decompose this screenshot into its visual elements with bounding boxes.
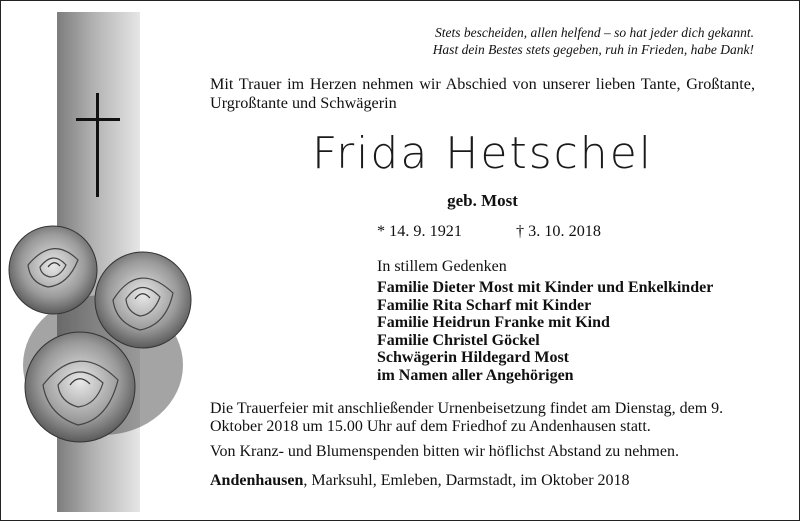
mourner-item: im Namen aller Angehörigen [377, 366, 574, 384]
death-date: † 3. 10. 2018 [515, 222, 601, 240]
location-town: Andenhausen [210, 472, 304, 489]
birth-name: geb. Most [447, 191, 518, 210]
mourner-item: Familie Heidrun Franke mit Kind [377, 314, 610, 331]
life-dates [377, 222, 637, 241]
location-line [210, 472, 755, 490]
roses-image [8, 215, 198, 450]
motto-line-2: Hast dein Bestes stets gegeben, ruh in Frieden, habe Dank! [432, 42, 754, 57]
mourner-item: Familie Dieter Most mit Kinder und Enkelkinder [377, 279, 714, 296]
location-rest: , Marksuhl, Emleben, Darmstadt, im Oktober 2018 [303, 472, 630, 489]
motto-verse [334, 24, 754, 58]
donations-note: Von Kranz- und Blumenspenden bitten wir höflichst Abstand zu nehmen. [210, 443, 679, 460]
mourner-item: Familie Rita Scharf mit Kinder [377, 296, 592, 314]
mourner-item: Familie Christel Göckel [377, 331, 540, 349]
birth-date: * 14. 9. 1921 [377, 222, 462, 240]
deceased-name: Frida Hetschel [311, 128, 653, 179]
mourners-intro: In stillem Gedenken [377, 258, 507, 275]
mourner-item: Schwägerin Hildegard Most [377, 349, 569, 366]
cross-icon [76, 93, 120, 197]
mourners-list [377, 279, 713, 384]
intro-text: Mit Trauer im Herzen nehmen wir Abschied von unserer lieben Tante, Großtante, Urgroßtante und Schwägerin [210, 75, 755, 112]
motto-line-1: Stets bescheiden, allen helfend – so hat jeder dich gekannt. [434, 25, 754, 40]
ceremony-info: Die Trauerfeier mit anschließender Urnenbeisetzung findet am Dienstag, dem 9. Oktober 2018 um 15.00 Uhr auf dem Friedhof zu Andenhausen statt. [210, 400, 724, 435]
